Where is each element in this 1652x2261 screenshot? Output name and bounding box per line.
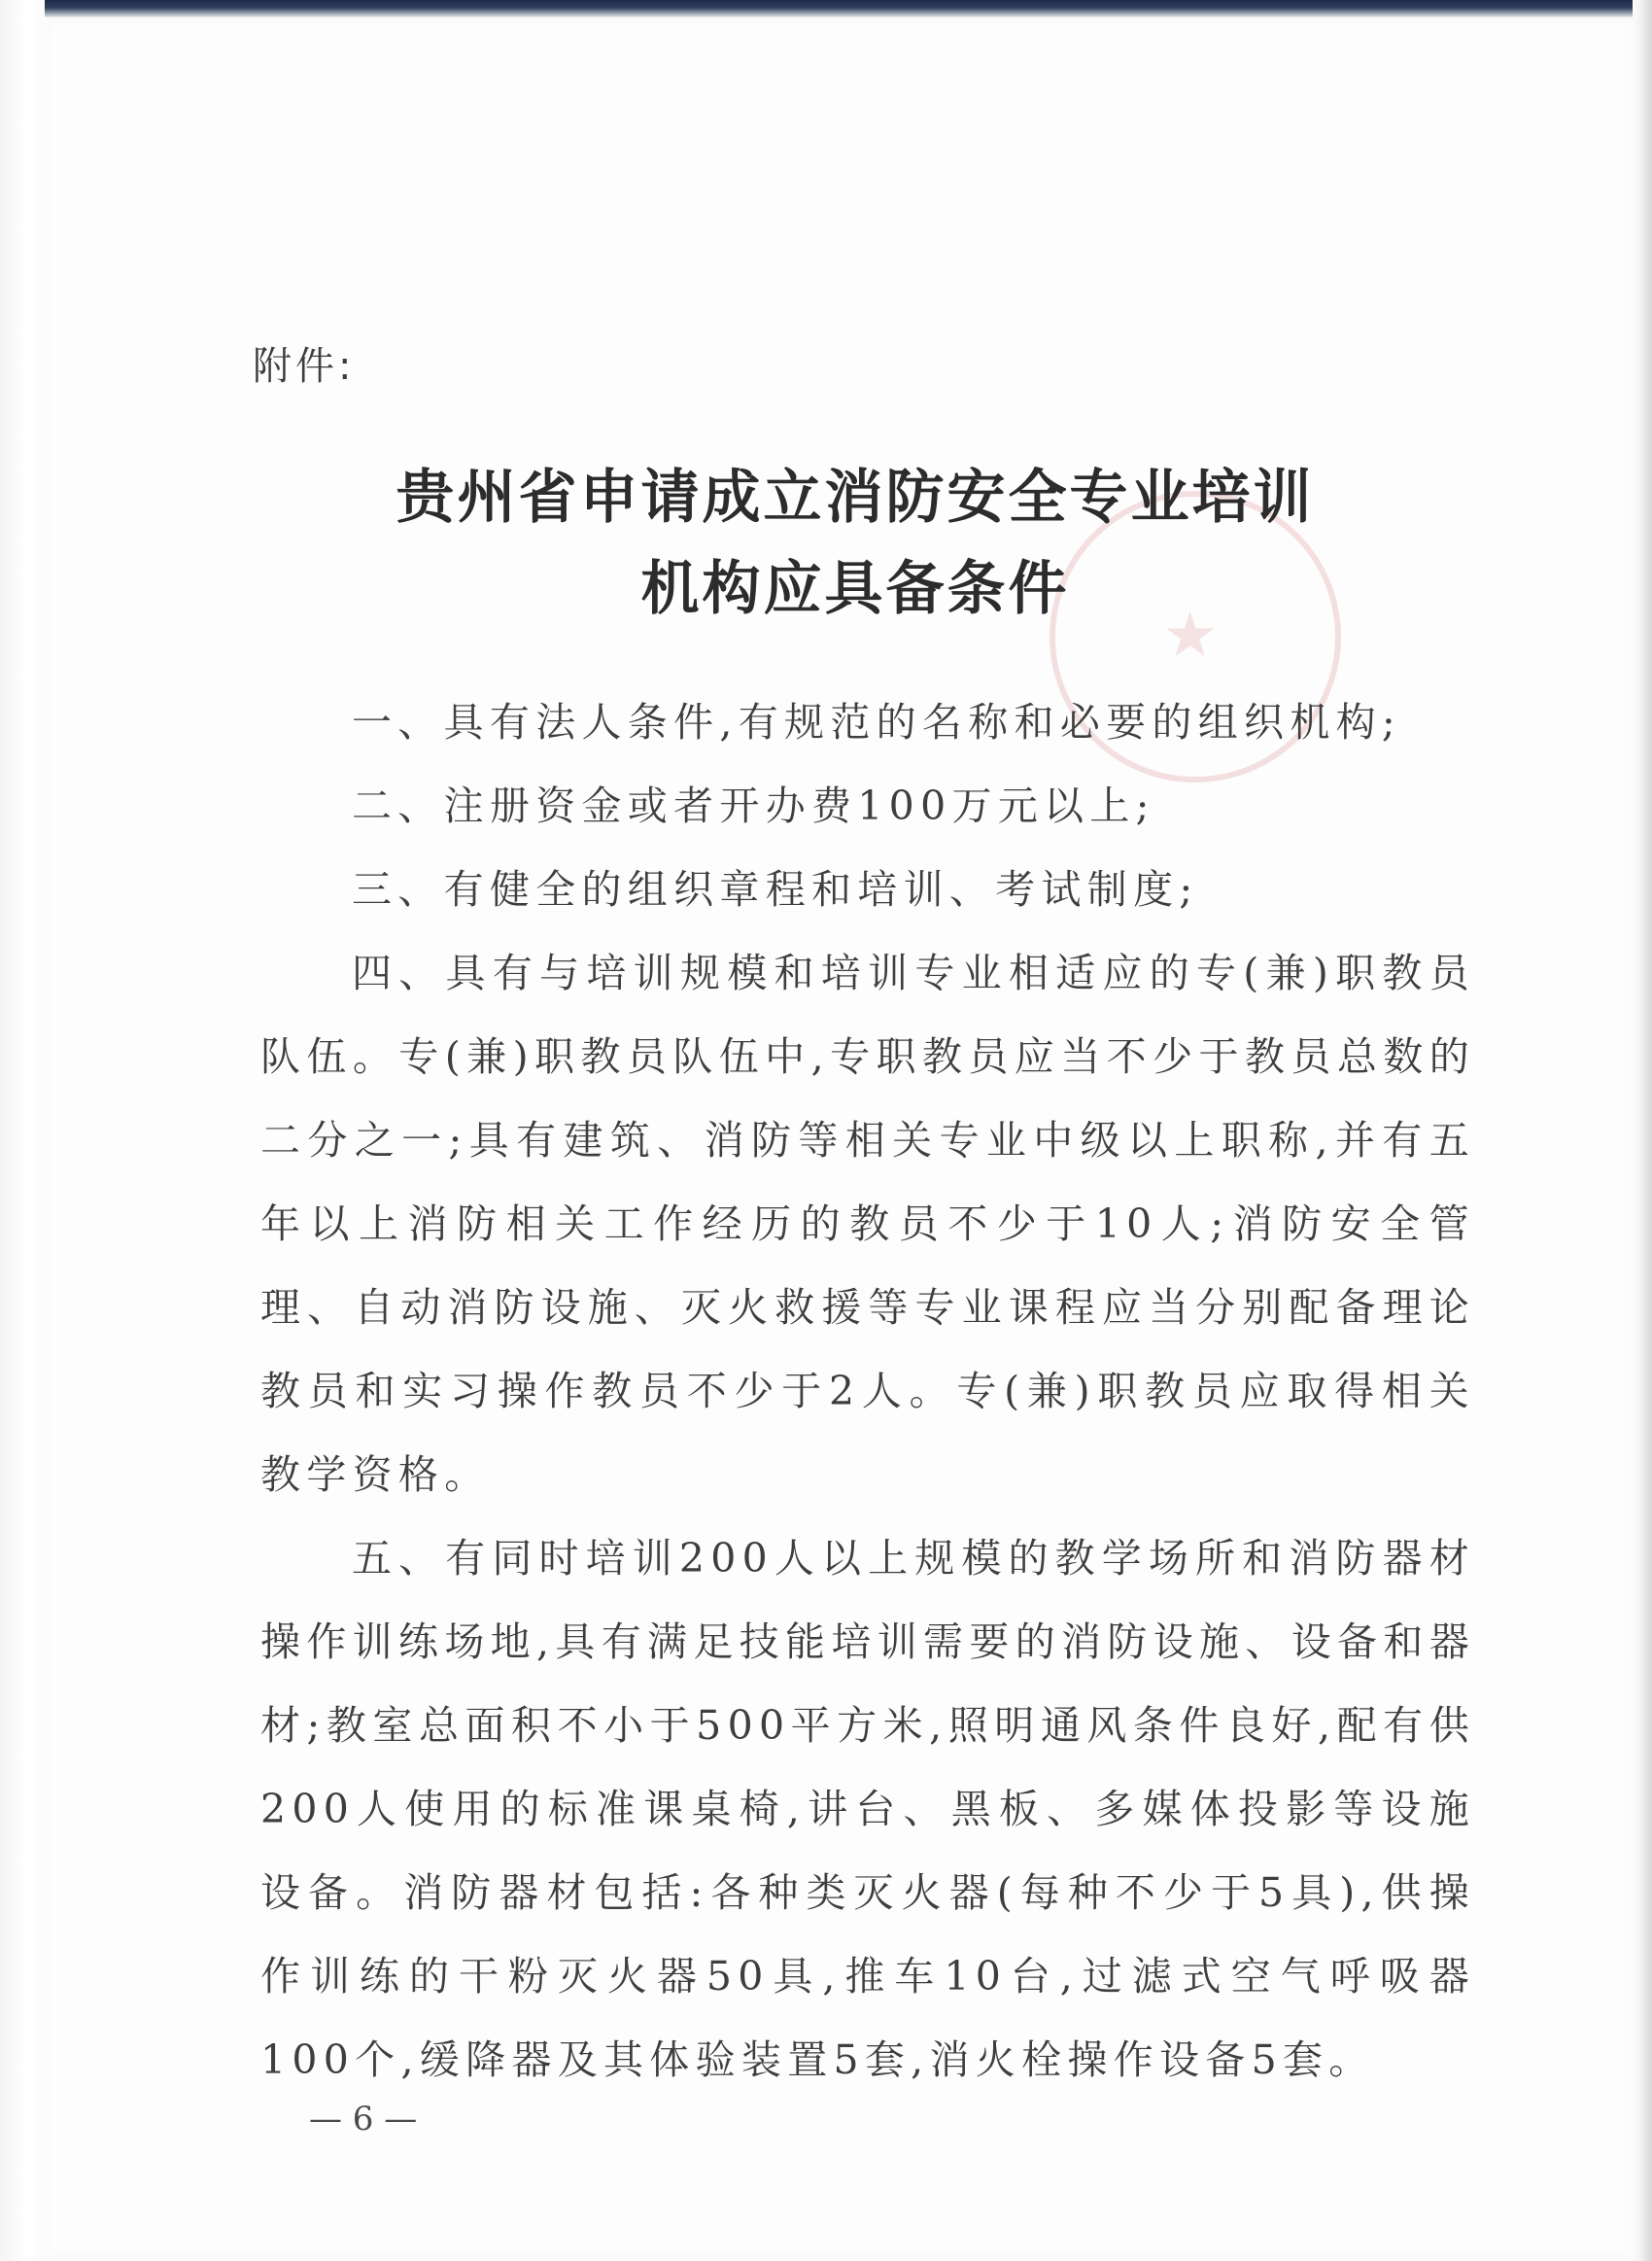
paragraph-4: 四、具有与培训规模和培训专业相适应的专(兼)职教员队伍。专(兼)职教员队伍中,专职教员应当不少于教员总数的二分之一;具有建筑、消防等相关专业中级以上职称,并有五年以上消防相关工作经历的教员不少于10人;消防安全管理、自动消防设施、灭火救援等专业课程应当分别配备理论教员和实习操作教员不少于2人。专(兼)职教员应取得相关教学资格。 xyxy=(260,950,1475,1498)
title-line-2: 机构应具备条件 xyxy=(640,555,1070,623)
title-line-1: 贵州省申请成立消防安全专业培训 xyxy=(396,464,1315,532)
seal-star-icon: ★ xyxy=(1162,600,1219,672)
scanner-right-edge xyxy=(1633,0,1652,2261)
document-body xyxy=(260,680,1475,2102)
paragraph-1: 一、具有法人条件,有规范的名称和必要的组织机构; xyxy=(352,699,1402,746)
document-title xyxy=(272,452,1438,635)
scanner-left-edge xyxy=(0,0,45,2261)
attachment-label: 附件: xyxy=(253,344,356,389)
paragraph-2: 二、注册资金或者开办费100万元以上; xyxy=(352,783,1155,829)
scanner-top-edge xyxy=(0,0,1652,17)
paragraph-3: 三、有健全的组织章程和培训、考试制度; xyxy=(352,866,1199,913)
page-number: — 6 — xyxy=(309,2100,418,2139)
paragraph-5: 五、有同时培训200人以上规模的教学场所和消防器材操作训练场地,具有满足技能培训需要的消防设施、设备和器材;教室总面积不小于500平方米,照明通风条件良好,配有供200人使用的标准课桌椅,讲台、黑板、多媒体投影等设施设备。消防器材包括:各种类灭火器(每种不少于5具),供操作训练的干粉灭火器50具,推车10台,过滤式空气呼吸器100个,缓降器及其体验装置5套,消火栓操作设备5套。 xyxy=(260,1535,1475,2083)
